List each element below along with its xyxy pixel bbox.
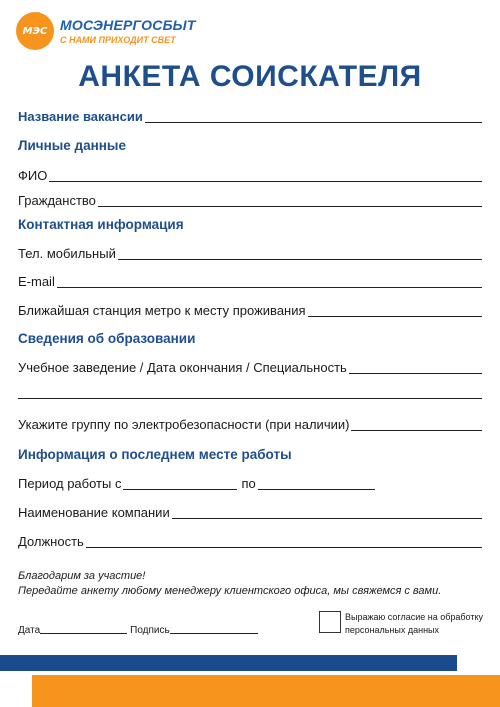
vacancy-row xyxy=(18,107,482,125)
signature-field[interactable] xyxy=(170,633,258,634)
fio-label: ФИО xyxy=(18,168,48,183)
lastjob-section-heading: Информация о последнем месте работы xyxy=(18,447,292,462)
consent-block xyxy=(319,611,483,637)
consent-text-line2: персональных данных xyxy=(345,625,440,635)
education-row xyxy=(18,358,482,376)
date-signature-row xyxy=(18,622,258,636)
period-row xyxy=(18,474,388,492)
phone-label: Тел. мобильный xyxy=(18,246,116,261)
contact-section-heading: Контактная информация xyxy=(18,217,184,232)
company-logo xyxy=(16,12,196,50)
consent-checkbox[interactable] xyxy=(319,611,341,633)
email-field[interactable] xyxy=(57,287,482,288)
citizenship-row xyxy=(18,191,482,209)
page-title: АНКЕТА СОИСКАТЕЛЯ xyxy=(78,60,422,93)
phone-field[interactable] xyxy=(118,259,482,260)
company-field[interactable] xyxy=(172,518,482,519)
logo-name: МОСЭНЕРГОСБЫТ xyxy=(60,17,196,33)
vacancy-field[interactable] xyxy=(145,122,482,123)
metro-label: Ближайшая станция метро к месту проживания xyxy=(18,303,306,318)
footer-orange-bar xyxy=(32,675,500,707)
position-label: Должность xyxy=(18,534,84,549)
email-label: E-mail xyxy=(18,274,55,289)
instruction-text: Передайте анкету любому менеджеру клиентского офиса, мы свяжемся с вами. xyxy=(18,585,442,597)
signature-label: Подпись xyxy=(130,625,170,636)
thanks-block xyxy=(18,569,441,599)
phone-row xyxy=(18,244,482,262)
education-extra-line[interactable] xyxy=(18,398,482,399)
period-to-label: по xyxy=(241,476,256,491)
position-row xyxy=(18,532,482,550)
date-field[interactable] xyxy=(40,633,127,634)
position-field[interactable] xyxy=(86,547,482,548)
period-from-label: Период работы с xyxy=(18,476,122,491)
logo-slogan: С НАМИ ПРИХОДИТ СВЕТ xyxy=(60,35,176,45)
period-to-field[interactable] xyxy=(258,489,375,490)
fio-field[interactable] xyxy=(49,181,482,182)
date-label: Дата xyxy=(18,625,41,636)
email-row xyxy=(18,272,482,290)
thanks-text: Благодарим за участие! xyxy=(18,570,146,582)
safety-group-row xyxy=(18,415,482,433)
footer-blue-bar xyxy=(0,655,457,671)
logo-emblem-icon xyxy=(16,12,54,50)
company-label: Наименование компании xyxy=(18,505,170,520)
personal-section-heading: Личные данные xyxy=(18,138,126,153)
education-field[interactable] xyxy=(349,373,482,374)
metro-row xyxy=(18,301,482,319)
company-row xyxy=(18,503,482,521)
safety-group-field[interactable] xyxy=(351,430,482,431)
period-from-field[interactable] xyxy=(123,489,237,490)
vacancy-label: Название вакансии xyxy=(18,109,143,124)
logo-abbr: МЭС xyxy=(22,25,48,37)
fio-row xyxy=(18,166,482,184)
education-label: Учебное заведение / Дата окончания / Специальность xyxy=(18,360,347,375)
safety-group-label: Укажите группу по электробезопасности (при наличии) xyxy=(18,417,350,432)
metro-field[interactable] xyxy=(308,316,482,317)
citizenship-field[interactable] xyxy=(98,206,482,207)
consent-text-line1: Выражаю согласие на обработку xyxy=(345,612,484,622)
citizenship-label: Гражданство xyxy=(18,193,96,208)
education-section-heading: Сведения об образовании xyxy=(18,331,196,346)
